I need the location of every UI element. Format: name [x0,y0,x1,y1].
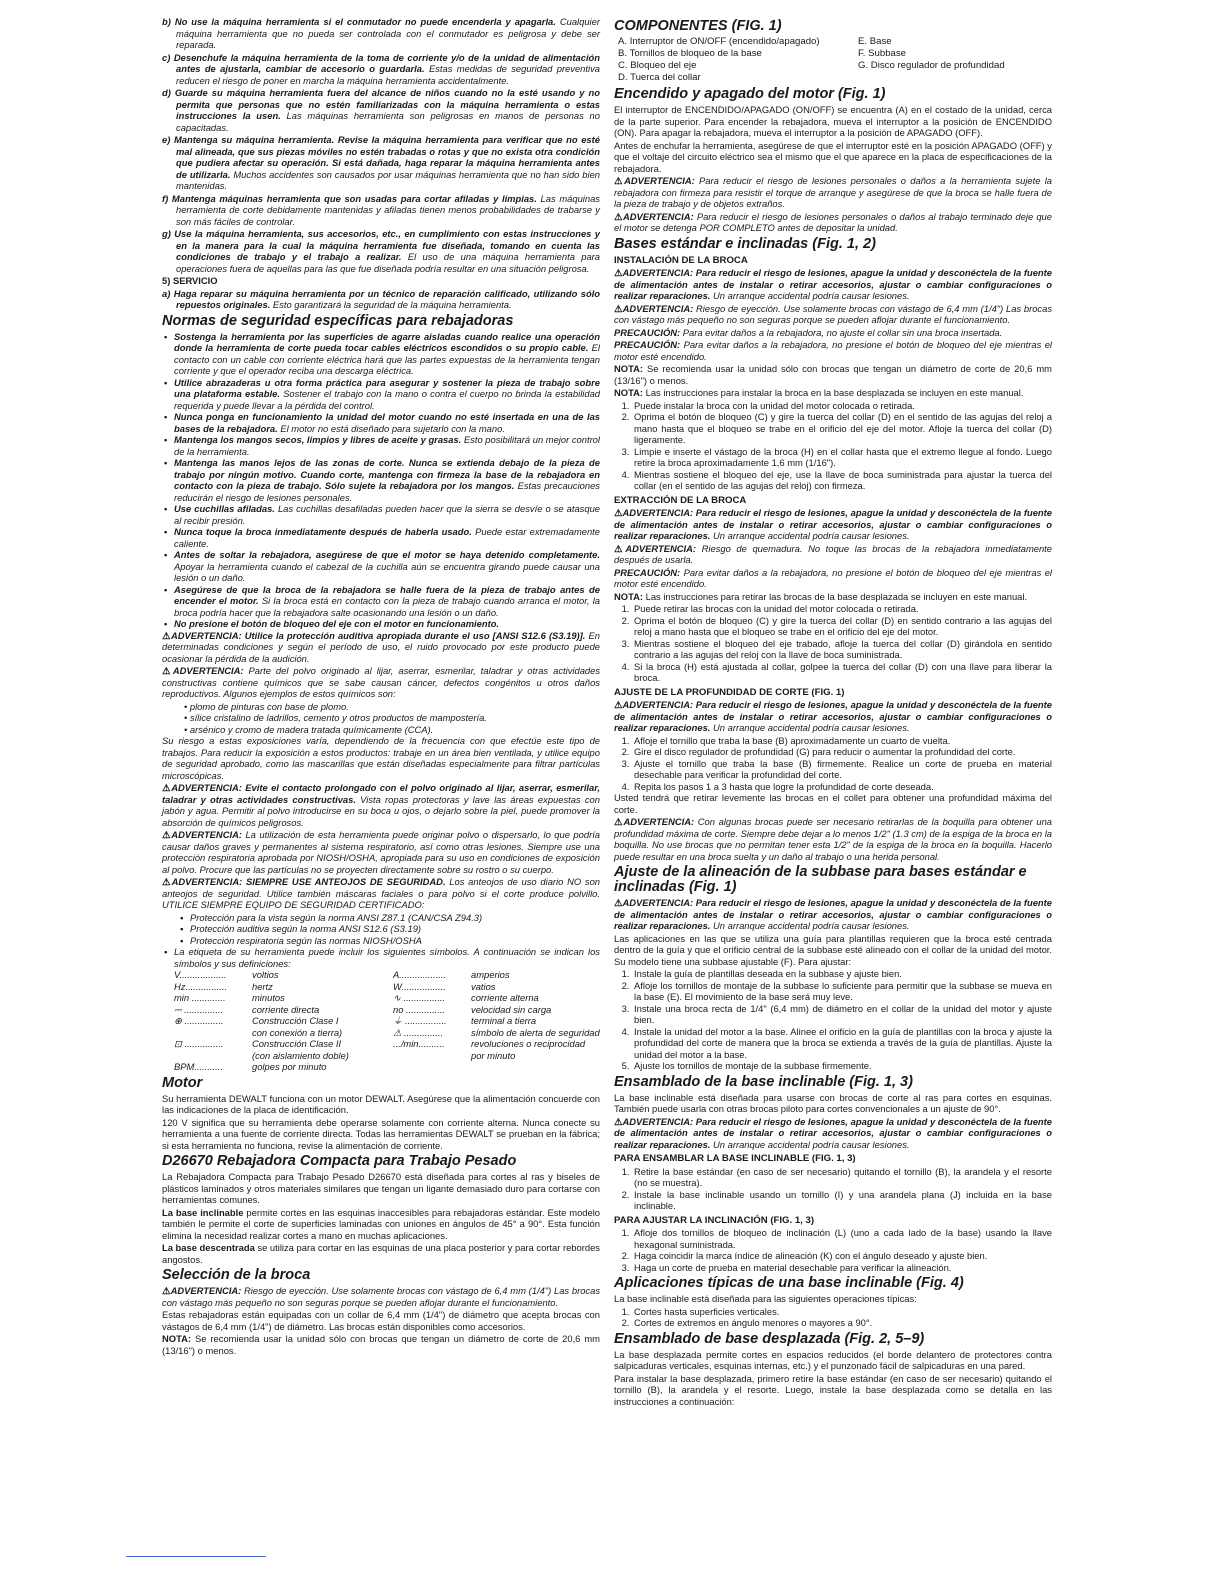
safety-item-label: c) [162,51,171,63]
rule-text: El motor no está diseñado para sujetarlo con la mano. [280,422,505,434]
extract-caution-1-bold: PRECAUCIÓN: [614,566,681,578]
symbol-row [393,1038,600,1050]
warning-chemicals-text: Parte del polvo originado al lijar, aserrar, esmerilar, taladrar y otras actividades constructivas contiene químicos que se sabe causan cáncer, defectos congénitos u otros daños reproductivos. Algunos ejemplos de estos químicos son: [162,665,601,699]
rule-bold: Mantenga las manos lejos de las zonas de corte. Nunca se extienda debajo de la pieza de trabajo por ningún motivo. Cuando corte, mantenga con firmeza la base de la rebajadora en contacto con la pieza de trabajo. Sólo sujete la rebajadora por los mangos. [174,457,600,491]
component-item: E. Base [858,36,892,47]
depth-p1: Usted tendrá que retirar levemente las brocas en el collet para obtener una profundidad máxima del corte. [614,792,1052,815]
symbol-row [174,992,381,1004]
warning-icon: ⚠ [614,267,623,278]
safety-item [162,193,600,228]
safety-item-text: Cualquier máquina herramienta que no pueda ser controlada con el conmutador es peligrosa y debe ser reparada. [176,16,600,50]
extract-warning-1 [614,507,1052,542]
symbol-row [393,1061,600,1073]
extract-steps-step: 1. Puede retirar las brocas con la unidad del motor colocada o retirada. [632,603,1052,615]
extract-heading: EXTRACCIÓN DE LA BROCA [614,494,747,506]
symbol-row [174,1015,381,1027]
depth-warning-2-text: Con algunas brocas puede ser necesario retirarlas de la boquilla para obtener una profundidad máxima de corte. Siempre debe dejar a lo menos 1/2" (1.3 cm) de la espiga de la broca en la boquilla. No use brocas que no permitan tener esta 1/2" de la espiga de la broca en la boquilla. Hacerlo puede resultar en una broca suelta y un daño al trabajo o una herida personal. [614,816,1052,862]
symbols-intro [162,946,600,969]
align-p1: Las aplicaciones en las que se utiliza una guía para plantillas requieren que la broca esté centrada dentro de la guía y que el orificio central de la subbase esté alineado con el collar de la unidad del motor. Su modelo tiene una subbase ajustable (F). Para ajustar: [614,932,1052,967]
install-caution-2-text: Para evitar daños a la rebajadora, no presione el botón de bloqueo del eje mientras el motor esté encendido. [614,339,1052,362]
tilt-adjust-heading: PARA AJUSTAR LA INCLINACIÓN (FIG. 1, 3) [614,1214,815,1226]
align-steps-step: 1. Instale la guía de plantillas deseada en la subbase y ajuste bien. [632,968,1052,980]
extract-note-1-bold: NOTA: [614,590,643,602]
extract-note-1-text: Las instrucciones para retirar las brocas de la base desplazada se incluyen en este manual. [645,590,1028,602]
tilt-adjust-steps-step: 2. Haga coincidir la marca índice de alineación (K) con el ángulo deseado y ajuste bien. [632,1250,1052,1262]
safety-item-bold: No use la máquina herramienta si el conmutador no puede encenderla y apagarla. [174,16,556,27]
extract-warning-2-bold: ADVERTENCIA: [625,542,697,554]
symbol-row [393,1027,600,1039]
symbol-row [393,992,600,1004]
depth-steps-step: 1. Afloje el tornillo que traba la base (B) aproximadamente un cuarto de vuelta. [632,735,1052,747]
rule-bold: Asegúrese de que la broca de la rebajadora se halle fuera de la pieza de trabajo antes de encender el motor. [174,583,600,606]
tilt-assemble-heading: PARA ENSAMBLAR LA BASE INCLINABLE (FIG. 1, 3) [614,1153,856,1164]
safety-item-label: b) [162,16,171,27]
rule-text: Si la broca está en contacto con la pieza de trabajo cuando arranca el motor, la broca podría hacer que la rebajadora salte ocasionando una lesión o un daño. [174,595,601,618]
broca-warning-bold: ADVERTENCIA: [170,1285,242,1296]
chemical-item: • arsénico y cromo de madera tratada químicamente (CCA). [184,723,434,735]
safety-item-bold: Mantenga máquinas herramienta que son usadas para cortar afiladas y limpias. [171,192,537,204]
symbol-row [174,969,381,981]
warning-dust-contact-text: Vista ropas protectoras y lave las áreas expuestas con jabón y agua. Permitir al polvo introducirse en su boca u ojos, o dejarlo sobre la piel, puede promover la absorción de químicos peligrosos. [162,793,600,828]
component-item: B. Tornillos de bloqueo de la base [618,48,762,59]
rule-text: Sostener el trabajo con la mano o contra el cuerpo no brinda la estabilidad requerida y puede llevar a la pérdida del control. [174,388,600,411]
symbol-key: A.................. [393,969,447,980]
extract-steps [614,603,1052,684]
warning-icon: ⚠ [162,876,172,887]
bases-title: Bases estándar e inclinadas (Fig. 1, 2) [614,235,876,252]
extract-warning-1-bold: ADVERTENCIA: Para reducir el riesgo de lesiones, apague la unidad y desconéctela de la fuente de alimentación antes de instalar o retirar accesorios, ajustar o cambiar configuraciones o realizar reparaciones. [614,507,1052,541]
component-item: G. Disco regulador de profundidad [858,60,1005,71]
align-steps [614,968,1052,1072]
onoff-warning-1-text: Para reducir el riesgo de lesiones personales o daños a la herramienta sujete la rebajadora con firmeza para resistir el torque de arranque y asegúrese de que la broca se halle fuera de la pieza de trabajo y de objetos extraños. [614,175,1052,209]
warning-respiratory-text: La utilización de esta herramienta puede originar polvo o dispersarlo, lo que podría causar daños graves y permanentes al sistema respiratorio, así como otras lesiones. Siempre use una protección respiratoria aprobada por NIOSH/OSHA, apropiada para su uso en condiciones de exposición al polvo. Procure que las partículas no se proyecten directamente sobre su rostro o su cuerpo. [162,829,601,875]
safety-item-bold: Use la máquina herramienta, sus accesorios, etc., en cumplimiento con estas instrucciones y en la manera para la cual la máquina herramienta fue diseñada, tomando en cuenta las condiciones de trabajo y el trabajo a realizar. [174,228,600,262]
symbols-intro-text: • La etiqueta de su herramienta puede incluir los siguientes símbolos. A continuación se indican los símbolos y sus definiciones: [174,946,600,969]
warning-respiratory-bold: ADVERTENCIA: [171,829,242,840]
symbol-key: .../min.......... [393,1038,445,1049]
broca-note [162,1333,600,1356]
symbol-definition: terminal a tierra [471,1015,537,1026]
rule-bold: Nunca toque la broca inmediatamente después de haberla usado. [174,526,472,537]
install-caution-1-bold: PRECAUCIÓN: [614,326,681,338]
warning-dust-contact [162,782,600,828]
depth-warning-2-bold: ADVERTENCIA: [623,816,695,827]
warning-icon: ⚠ [162,665,173,676]
extract-note-1 [614,591,1052,603]
safety-item [162,134,600,192]
d26670-p1: La Rebajadora Compacta para Trabajo Pesado D26670 está diseñada para cortes al ras y biseles de plásticos laminados y otros materiales similares que tengan un ligante demasiado duro para cortarse con herramientas comunes. [162,1171,600,1205]
warning-icon: ⚠ [614,302,623,314]
service-item-text: Esto garantizará la seguridad de la máquina herramienta. [272,299,512,310]
rule-bold: Nunca ponga en funcionamiento la unidad del motor cuando no esté insertada en una de las bases de la rebajadora. [174,411,600,434]
symbol-definition: amperios [471,969,510,980]
install-caution-2-bold: PRECAUCIÓN: [614,339,681,350]
align-steps-step: 3. Instale una broca recta de 1/4" (6,4 mm) de diámetro en el collar de la unidad del motor y ajuste bien. [632,1003,1052,1026]
warning-hearing [162,630,600,665]
rule-bold: Mantenga los mangos secos, limpios y libres de aceite y grasas. [174,434,462,445]
warning-chemicals-bold: ADVERTENCIA: [172,665,244,676]
safety-item-bold: Guarde su máquina herramienta fuera del alcance de niños cuando no la esté usando y no permita que personas que no estén familiarizadas con la máquina herramienta o estas instrucciones la usen. [174,87,600,121]
depth-steps-step: 3. Ajuste el tornillo que traba la base (B) firmemente. Realice un corte de prueba en material desechable para verificar la profundidad del corte. [632,758,1052,781]
tilt-adjust-steps-step: 1. Afloje dos tornillos de bloqueo de inclinación (L) (uno a cada lado de la base) usando la llave hexagonal suministrada. [632,1227,1052,1250]
component-item: F. Subbase [858,48,907,59]
broca-title: Selección de la broca [162,1267,311,1283]
depth-heading: AJUSTE DE LA PROFUNDIDAD DE CORTE (FIG. 1) [614,686,845,698]
chemical-item: • sílice cristalino de ladrillos, cemento y otros productos de mampostería. [184,712,487,723]
symbol-definition: hertz [252,980,273,992]
symbol-key: no ............... [393,1003,446,1015]
safety-item-text: Muchos accidentes son causados por usar máquinas herramienta que no han sido bien mantenidas. [176,168,600,191]
rule-bold: Sostenga la herramienta por las superficies de agarre aisladas cuando realice una operación donde la herramienta de corte pueda tocar cables eléctricos escondidos o su propio cable. [174,330,600,353]
install-note-2-bold: NOTA: [614,387,643,398]
service-heading: 5) SERVICIO [162,275,218,286]
tilt-p1: La base inclinable está diseñada para usarse con brocas de corte al ras para cortes en esquinas. También puede usarla con otras brocas piloto para cortes convencionales a un ajuste de 90°. [614,1091,1052,1114]
warning-eyewear-text: Los anteojos de uso diario NO son anteojos de seguridad. Utilice también máscaras faciales o para polvo si el corte produce polvillo. UTILICE SIEMPRE EQUIPO DE SEGURIDAD CERTIFICADO: [162,876,600,910]
rule-text: El contacto con un cable con corriente eléctrica hará que las partes expuestas de la herramienta tengan corriente y que el operador reciba una descarga eléctrica. [174,342,601,376]
align-warning-1-text: Un arranque accidental podría causar lesiones. [713,920,910,931]
rule-item [174,503,600,526]
symbol-key: W................. [393,980,446,992]
install-caution-1 [614,327,1052,339]
offset-p2: Para instalar la base desplazada, primero retire la base estándar (en caso de ser necesario) quitando el tornillo (B), la arandela y el resorte. Luego, instale la base desplazada como se detalla en las instrucciones a continuación: [614,1372,1052,1407]
onoff-warning-2 [614,211,1052,234]
symbol-key: Hz................ [174,980,228,992]
symbol-definition: golpes por minuto [252,1061,327,1072]
onoff-warning-2-bold: ADVERTENCIA: [622,210,694,222]
safety-item-text: Estas medidas de seguridad preventiva reducen el riesgo de poner en marcha la máquina herramienta accidentalmente. [176,63,600,86]
align-title: Ajuste de la alineación de la subbase para bases estándar e inclinadas (Fig. 1) [614,864,1027,895]
warning-icon: ⚠ [614,210,623,222]
install-steps-step: 1. Puede instalar la broca con la unidad del motor colocada o retirada. [632,400,1052,412]
rule-item [174,584,600,619]
safety-item-text: Las máquinas herramienta son peligrosas en manos de personas no capacitadas. [176,110,600,133]
install-warning-1-bold: ADVERTENCIA: Para reducir el riesgo de lesiones, apague la unidad y desconéctela de la fuente de alimentación antes de instalar o retirar accesorios, ajustar o cambiar configuraciones o realizar reparaciones. [614,267,1052,301]
symbol-key: ⊡ ............... [174,1038,224,1049]
install-warning-2-bold: ADVERTENCIA: [622,302,694,314]
warning-respiratory [162,829,600,875]
protection-list [162,912,600,947]
motor-p2: 120 V significa que su herramienta debe operarse solamente con corriente alterna. Nunca conecte su herramienta a una fuente de corriente directa. Todas las herramientas DEWALT se prueban en la fábrica; si esta herramienta no funciona, revise la alimentación de corriente. [162,1116,600,1151]
install-steps-step: 3. Limpie e inserte el vástago de la broca (H) en el collar hasta que el extremo llegue al fondo. Luego retire la broca aproximadamente 1,6 mm (1/16"). [632,446,1052,469]
broca-warning-text: Riesgo de eyección. Use solamente brocas con vástago de 6,4 mm (1/4") Las brocas con vástago más pequeño no son seguras porque se pueden aflojar durante el funcionamiento. [162,1285,601,1308]
protection-item: • Protección auditiva según la norma ANSI S12.6 (S3.19) [190,923,600,935]
warning-icon: ⚠ [614,507,623,518]
warning-hearing-text: En determinadas condiciones y según el período de uso, el ruido provocado por este producto puede ocasionar la pérdida de la audición. [162,629,601,664]
rule-text: Apoyar la herramienta cuando el cabezal de la cuchilla aún se encuentra girando puede causar una lesión o un daño. [174,560,600,583]
install-warning-1 [614,267,1052,302]
d26670-title: D26670 Rebajadora Compacta para Trabajo Pesado [162,1153,517,1169]
broca-warning [162,1285,600,1308]
rule-item [174,377,600,412]
offset-title: Ensamblado de base desplazada (Fig. 2, 5–9) [614,1330,925,1347]
onoff-p2: Antes de enchufar la herramienta, asegúrese de que el interruptor esté en la posición APAGADO (OFF) y que el voltaje del circuito eléctrico sea el mismo que el que aparece en la placa de especificaciones de la rebajadora. [614,139,1052,174]
symbol-row [393,981,600,993]
symbol-definition: Construcción Clase I [252,1015,339,1026]
rule-bold: Antes de soltar la rebajadora, asegúrese de que el motor se haya detenido completamente. [174,549,600,560]
warning-chemicals [162,665,600,700]
install-warning-1-text: Un arranque accidental podría causar lesiones. [713,290,910,301]
rule-bold: Utilice abrazaderas u otra forma práctica para asegurar y sostener la pieza de trabajo sobre una plataforma estable. [174,376,600,399]
install-note-2-text: Las instrucciones para instalar la broca en la base desplazada se incluyen en este manual. [645,387,1024,398]
extract-warning-1-text: Un arranque accidental podría causar lesiones. [713,530,910,541]
symbol-row [393,1004,600,1016]
install-note-2 [614,387,1052,399]
apps-steps [614,1306,1052,1329]
align-warning-1-bold: ADVERTENCIA: Para reducir el riesgo de lesiones, apague la unidad y desconéctela de la fuente de alimentación antes de instalar o retirar accesorios, ajustar o cambiar configuraciones o realizar reparaciones. [614,897,1052,931]
rule-item [174,331,600,377]
rule-text: Puede estar extremadamente caliente. [174,526,601,549]
safety-item-text: Las máquinas herramienta de corte debidamente mantenidas y afiladas tienen menos probabilidades de trabarse y son más fáciles de controlar. [176,192,600,227]
risk-text: Su riesgo a estas exposiciones varía, dependiendo de la frecuencia con que efectúe este tipo de trabajos. Para reducir la exposición a estos productos: trabaje en un área bien ventilada, y utilice equipo de seguridad aprobado, como las mascarillas que están diseñadas especialmente para filtrar partículas microscópicas. [162,735,600,781]
feature-text: permite cortes en las esquinas inaccesibles para rebajadoras estándar. Este modelo también le permite el corte de superficies laminadas con uniones en ángulos de 45° a 90°. Esta función elimina la necesidad realizar cortes a mano en muchas aplicaciones. [162,1206,601,1241]
d26670-feature [162,1242,600,1265]
components-title: COMPONENTES (FIG. 1) [614,18,782,34]
symbol-row [174,1061,381,1073]
symbol-key: ⎓ ............... [174,1003,224,1015]
depth-steps [614,735,1052,793]
depth-warning-1-bold: ADVERTENCIA: Para reducir el riesgo de lesiones, apague la unidad y desconéctela de la fuente de alimentación antes de instalar o retirar accesorios, ajustar o cambiar configuraciones o realizar reparaciones. [614,699,1052,733]
rule-item [174,434,600,457]
depth-steps-step: 2. Gire el disco regulador de profundidad (G) para reducir o aumentar la profundidad del corte. [632,746,1052,758]
install-note-1 [614,363,1052,386]
footer-rule [126,1556,266,1557]
symbol-key: ⏚ ................ [393,1015,447,1026]
component-item: C. Bloqueo del eje [618,60,697,71]
onoff-p1: El interruptor de ENCENDIDO/APAGADO (ON/OFF) se encuentra (A) en el costado de la unidad, cerca de la parte superior. Para encender la rebajadora, mueva el interruptor a la posición de ENCENDIDO (ON). Para apagar la rebajadora, mueva el interruptor a la posición de APAGADO (OFF). [614,104,1052,138]
safety-item-bold: Desenchufe la máquina herramienta de la toma de corriente y/o de la unidad de alimentación antes de ajustarla, cambiar de accesorio o guardarla. [173,51,601,74]
symbol-definition: Construcción Clase II [252,1038,342,1049]
align-steps-step: 4. Instale la unidad del motor a la base. Alinee el orificio en la guía de plantillas con la broca y ajuste la profundidad del corte de manera que la broca se extienda a través de la guía de plantillas. Ajuste la unidad del motor a la base. [632,1026,1052,1061]
service-item-bold: Haga reparar su máquina herramienta por un técnico de reparación calificado, utilizando sólo repuestos originales. [173,287,600,310]
motor-p1: Su herramienta DEWALT funciona con un motor DEWALT. Asegúrese que la alimentación concuerde con las indicaciones de la placa de identificación. [162,1092,600,1115]
extract-warning-2 [614,543,1052,566]
symbol-definition: (con aislamiento doble) [252,1049,349,1061]
warning-icon: ⚠ [614,1115,623,1127]
rule-item [174,549,600,584]
extract-steps-step: 3. Mientras sostiene el bloqueo del eje trabado, afloje la tuerca del collar (D) girándola en sentido contrario a las agujas del reloj con la llave de boca suministrada. [632,638,1052,661]
safety-item-label: f) [162,192,169,204]
rule-item [174,526,600,549]
service-item-label: a) [162,287,171,299]
install-warning-2 [614,303,1052,326]
tilt-assemble-steps-step: 2. Instale la base inclinable usando un tornillo (I) y una arandela plana (J) incluida en la base inclinable. [632,1189,1052,1212]
extract-steps-step: 4. Si la broca (H) está ajustada al collar, golpee la tuerca del collar (D) con una llave para liberar la broca. [632,661,1052,684]
warning-icon: ⚠ [614,175,625,186]
symbol-definition: voltios [252,969,279,980]
left-column [162,16,600,1357]
protection-item: • Protección respiratoria según las normas NIOSH/OSHA [190,935,600,947]
protection-item: • Protección para la vista según la norma ANSI Z87.1 (CAN/CSA Z94.3) [190,912,600,924]
warning-icon: ⚠ [614,816,624,827]
warning-icon: ⚠ [162,629,171,641]
symbol-definition: velocidad sin carga [471,1003,552,1015]
warning-icon: ⚠ [614,699,623,710]
rule-bold: Use cuchillas afiladas. [174,503,275,514]
rule-text: Las cuchillas desafiladas pueden hacer que la sierra se desvíe o se atasque al recibir presión. [174,503,600,526]
tilt-adjust-steps [614,1227,1052,1273]
rule-text: Esto posibilitará un mejor control de la herramienta. [174,434,600,457]
rule-item [174,411,600,434]
align-steps-step: 2. Afloje los tornillos de montaje de la subbase lo suficiente para permitir que la subbase se mueva en la base (E). El movimiento de la base será muy leve. [632,980,1052,1003]
symbol-definition: revoluciones o reciprocidad [471,1038,586,1049]
chemical-text: sílice cristalino de ladrillos, cemento y otros productos de mampostería. [189,712,487,723]
safety-item [162,87,600,133]
apps-p1: La base inclinable está diseñada para las siguientes operaciones típicas: [614,1293,917,1304]
apps-steps-step: 1. Cortes hasta superficies verticales. [632,1306,1052,1318]
tilt-assemble-steps-step: 1. Retire la base estándar (en caso de ser necesario) quitando el tornillo (B), la arandela y el resorte (no se muestra). [632,1166,1052,1189]
symbol-key: ⚠ ............... [393,1026,444,1038]
symbol-key [393,1050,471,1062]
symbol-row [174,1050,381,1062]
component-item: A. Interruptor de ON/OFF (encendido/apagado) [618,36,820,47]
symbol-key: ∿ ................ [393,992,446,1003]
symbol-key [174,1027,252,1039]
motor-title: Motor [162,1074,203,1091]
symbol-definition: corriente alterna [471,992,539,1003]
install-steps-step: 2. Oprima el botón de bloqueo (C) y gire la tuerca del collar (D) en el sentido de las agujas del reloj a mano hasta que el bloqueo se trabe en el orificio del eje del motor. Afloje la tuerca del collar (D) ligeramente. [632,411,1052,446]
symbol-key: min ............. [174,992,226,1003]
d26670-feature [162,1207,600,1242]
note-label: NOTA: [162,1333,191,1344]
align-warning-1 [614,897,1052,932]
broca-p1: Estas rebajadoras están equipadas con un collar de 6,4 mm (1/4") de diámetro que acepta brocas con vástagos de 6,4 mm (1/4") de diámetro. Las brocas están disponibles como accesorios. [162,1309,600,1332]
service-item [162,288,600,311]
symbol-row [174,1038,381,1050]
symbol-definition: con conexión a tierra) [252,1026,343,1038]
warning-eyewear-bold: ADVERTENCIA: SIEMPRE USE ANTEOJOS DE SEGURIDAD. [171,876,446,887]
warning-icon: ⚠ [162,1285,171,1296]
component-item: D. Tuerca del collar [618,72,701,83]
safety-item-text: El uso de una máquina herramienta para operaciones fuera de aquellas para las que fue diseñada podría resultar en una situación peligrosa. [176,251,600,274]
depth-warning-1 [614,699,1052,734]
install-steps-step: 4. Mientras sostiene el bloqueo del eje, use la llave de boca suministrada para ajustar la tuerca del collar (en el sentido de las agujas del reloj) con firmeza. [632,469,1052,492]
symbol-definition: vatios [471,980,496,992]
onoff-warning-2-text: Para reducir el riesgo de lesiones personales o daños al trabajo terminado deje que el motor se detenga POR COMPLETO antes de depositar la unidad. [614,210,1052,233]
symbol-definition: minutos [252,992,285,1003]
warning-icon: ⚠ [162,829,172,840]
tilt-warning-1-bold: ADVERTENCIA: Para reducir el riesgo de lesiones, apague la unidad y desconéctela de la fuente de alimentación antes de instalar o retirar accesorios, ajustar o cambiar configuraciones o realizar reparaciones. [614,1115,1052,1150]
apps-steps-step: 2. Cortes de extremos en ángulo menores o mayores a 90°. [632,1317,1052,1329]
warning-dust-contact-bold: ADVERTENCIA: Evite el contacto prolongado con el polvo originado al lijar, aserrar, esmerilar, taladrar y otras actividades constructivas. [162,782,600,805]
depth-warning-1-text: Un arranque accidental podría causar lesiones. [713,722,910,733]
install-note-1-bold: NOTA: [614,363,643,374]
onoff-title: Encendido y apagado del motor (Fig. 1) [614,86,886,102]
tilt-title: Ensamblado de la base inclinable (Fig. 1, 3) [614,1073,913,1090]
symbol-definition: símbolo de alerta de seguridad [471,1026,600,1038]
rule-item [174,618,600,630]
warning-icon: ⚠ [614,542,626,554]
symbol-definition: por minuto [471,1049,516,1061]
warning-eyewear [162,876,600,911]
safety-item [162,16,600,51]
symbol-key: V.................. [174,969,227,980]
rule-bold: No presione el botón de bloqueo del eje con el motor en funcionamiento. [174,618,500,629]
components-list [614,36,1052,84]
warning-icon: ⚠ [162,782,172,793]
tilt-adjust-steps-step: 3. Haga un corte de prueba en material desechable para verificar la alineación. [632,1262,1052,1274]
right-column [614,16,1052,1408]
symbol-row [393,1050,600,1062]
depth-warning-2 [614,816,1052,862]
component-item [858,72,1052,84]
tilt-warning-1-text: Un arranque accidental podría causar lesiones. [713,1138,910,1150]
safety-item-label: d) [162,87,171,98]
safety-item [162,228,600,274]
symbol-definition: corriente directa [252,1003,320,1015]
extract-steps-step: 2. Oprima el botón de bloqueo (C) y gire la tuerca del collar (D) en sentido contrario a las agujas del reloj a mano hasta que el bloqueo se trabe en el orificio del eje del motor. [632,615,1052,638]
apps-title: Aplicaciones típicas de una base inclinable (Fig. 4) [614,1275,964,1291]
onoff-warning-1-bold: ADVERTENCIA: [624,175,695,186]
chemical-list [162,701,600,736]
symbol-key [174,1050,252,1062]
chemical-text: plomo de pinturas con base de plomo. [189,700,349,712]
symbol-key: ⊕ ............... [174,1015,224,1026]
symbols-table [162,969,600,1073]
extract-caution-1-text: Para evitar daños a la rebajadora, no presione el botón de bloqueo del eje mientras el motor esté encendido. [614,566,1052,589]
extract-caution-1 [614,567,1052,590]
safety-item [162,52,600,87]
safety-item-bold: Mantenga su máquina herramienta. Revise la máquina herramienta para verificar que no esté mal alineada, que sus piezas móviles no estén trabadas o rotas y que no exista otra condición que pudiera afectar su operación. Si está dañada, haga reparar la máquina herramienta antes de utilizarla. [173,134,600,180]
tilt-assemble-steps [614,1166,1052,1212]
rules-list [162,331,600,630]
rule-item [174,457,600,503]
install-steps [614,400,1052,492]
offset-p1: La base desplazada permite cortes en espacios reducidos (el borde delantero de protectores contra salpicaduras verticales, esquinas internas, etc.) y el punzonado fácil de salpicaduras en una pared. [614,1348,1052,1371]
symbol-row [393,1015,600,1027]
safety-item-label: e) [162,134,171,145]
chemical-text: arsénico y cromo de madera tratada químicamente (CCA). [189,723,434,735]
feature-name: La base inclinable [162,1206,244,1218]
tilt-warning-1 [614,1116,1052,1151]
safety-item-label: g) [162,228,171,239]
symbol-row [174,1004,381,1016]
feature-name: La base descentrada [162,1242,255,1253]
extract-warning-2-text: Riesgo de quemadura. No toque las brocas de la rebajadora inmediatamente después de usarla. [614,542,1052,565]
depth-steps-step: 4. Repita los pasos 1 a 3 hasta que logre la profundidad de corte deseada. [632,781,1052,793]
warning-icon: ⚠ [614,897,623,908]
feature-text: se utiliza para cortar en las esquinas de una placa posterior y para cortar rebordes angostos. [162,1242,600,1265]
install-heading: INSTALACIÓN DE LA BROCA [614,254,748,266]
install-warning-2-text: Riesgo de eyección. Use solamente brocas con vástago de 6,4 mm (1/4") Las brocas con vástago más pequeño no son seguras porque se pueden aflojar durante el funcionamiento. [614,302,1053,325]
note-text: Se recomienda usar la unidad sólo con brocas que tengan un diámetro de corte de 20,6 mm (13/16") o menos. [162,1333,600,1356]
rule-text: Estas precauciones reducirán el riesgo de lesiones personales. [174,480,600,503]
symbol-key: BPM........... [174,1061,223,1072]
install-note-1-text: Se recomienda usar la unidad sólo con brocas que tengan un diámetro de corte de 20,6 mm (13/16") o menos. [614,363,1052,386]
install-caution-2 [614,339,1052,362]
chemical-item: • plomo de pinturas con base de plomo. [184,700,349,712]
symbol-row [174,1027,381,1039]
symbol-row [174,981,381,993]
align-steps-step: 5. Ajuste los tornillos de montaje de la subbase firmemente. [632,1060,1052,1072]
rules-title: Normas de seguridad específicas para rebajadoras [162,312,514,329]
warning-hearing-bold: ADVERTENCIA: Utilice la protección auditiva apropiada durante el uso [ANSI S12.6 (S3.19)]. [170,629,586,641]
symbol-key [393,1061,471,1073]
symbol-row [393,969,600,981]
install-caution-1-text: Para evitar daños a la rebajadora, no ajuste el collar sin una broca insertada. [682,326,1003,338]
onoff-warning-1 [614,175,1052,210]
